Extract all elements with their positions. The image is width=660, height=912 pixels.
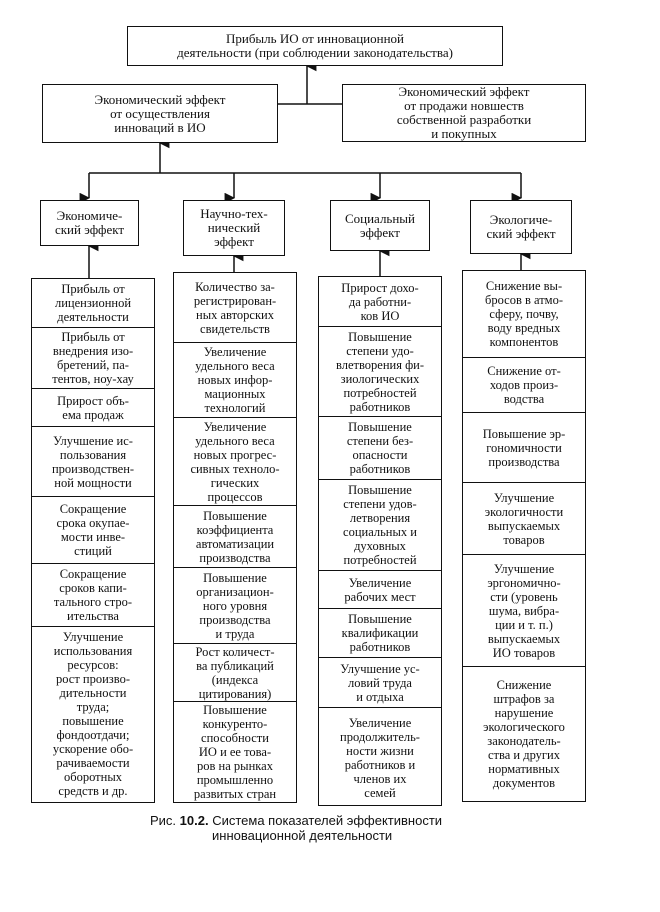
economic-item: Улучшение использования ресурсов: рост произво- дительности труда; повышение фондоотдачи; ускорение обо- рачиваемости оборотных средств и др.: [52, 630, 134, 798]
scientific-item: Увеличение удельного веса новых инфор- мационных технологий: [174, 343, 296, 418]
column-economic: [31, 278, 155, 803]
ecological-item: Снижение штрафов за нарушение экологического законодатель- ства и других нормативных документов: [483, 677, 565, 790]
ecological-item: Снижение вы- бросов в атмо- сферу, почву, воду вредных компонентов: [463, 271, 585, 358]
economic-item: Прирост объ- ема продаж: [32, 389, 154, 427]
figure-caption: [150, 813, 550, 843]
caption-figure-number: 10.2.: [179, 813, 209, 828]
scientific-item: Повышение коэффициента автоматизации производства: [174, 506, 296, 568]
economic-item: Улучшение ис- пользования производствен- ной мощности: [32, 427, 154, 497]
ecological-item: Снижение от- ходов произ- водства: [463, 358, 585, 413]
scientific-item: Увеличение удельного веса новых прогрес- сивных техноло- гических процессов: [174, 418, 296, 506]
caption-prefix: Рис.: [150, 813, 177, 828]
social-item: Повышение степени удо- влетворения фи- зиологических потребностей работников: [319, 327, 441, 417]
social-item: Повышение степени удов- летворения социальных и духовных потребностей: [319, 480, 441, 571]
ecological-item: Улучшение эргономично- сти (уровень шума, вибра- ции и т. п.) выпускаемых ИО товаров: [463, 555, 585, 667]
column-scientific-technical: [173, 272, 297, 803]
middle-box-innovation-effect: Экономический эффект от осуществления инноваций в ИО: [42, 84, 278, 143]
caption-text-line1: Система показателей эффективности: [212, 813, 443, 828]
caption-text-line2: инновационной деятельности: [212, 828, 393, 843]
category-ecological: Экологиче- ский эффект: [470, 200, 572, 254]
social-item: Увеличение продолжитель- ности жизни работников и членов их семей: [340, 715, 420, 800]
category-social: Социальный эффект: [330, 200, 430, 251]
economic-item: Прибыль от внедрения изо- бретений, па- тентов, ноу-хау: [32, 328, 154, 389]
column-ecological: [462, 270, 586, 802]
ecological-item: Улучшение экологичности выпускаемых товаров: [463, 483, 585, 555]
scientific-item: Повышение конкуренто- способности ИО и ее това- ров на рынках промышленно развитых стран: [193, 702, 277, 801]
top-box-profit: Прибыль ИО от инновационной деятельности (при соблюдении законодательства): [127, 26, 503, 66]
ecological-item: Повышение эр- гономичности производства: [463, 413, 585, 483]
column-social: [318, 276, 442, 806]
middle-box-sales-effect: Экономический эффект от продажи новшеств собственной разработки и покупных: [342, 84, 586, 142]
scientific-item: Количество за- регистрирован- ных авторских свидетельств: [174, 273, 296, 343]
scientific-item: Рост количест- ва публикаций (индекса цитирования): [174, 644, 296, 702]
economic-item: Сокращение сроков капи- тального стро- ительства: [32, 564, 154, 627]
social-item: Увеличение рабочих мест: [319, 571, 441, 609]
social-item: Повышение степени без- опасности работников: [319, 417, 441, 480]
category-scientific-technical: Научно-тех- нический эффект: [183, 200, 285, 256]
social-item: Улучшение ус- ловий труда и отдыха: [319, 658, 441, 708]
social-item: Прирост дохо- да работни- ков ИО: [319, 277, 441, 327]
economic-item: Прибыль от лицензионной деятельности: [32, 279, 154, 328]
social-item: Повышение квалификации работников: [319, 609, 441, 658]
economic-item: Сокращение срока окупае- мости инве- стиций: [32, 497, 154, 564]
scientific-item: Повышение организацион- ного уровня производства и труда: [174, 568, 296, 644]
category-economic: Экономиче- ский эффект: [40, 200, 139, 246]
